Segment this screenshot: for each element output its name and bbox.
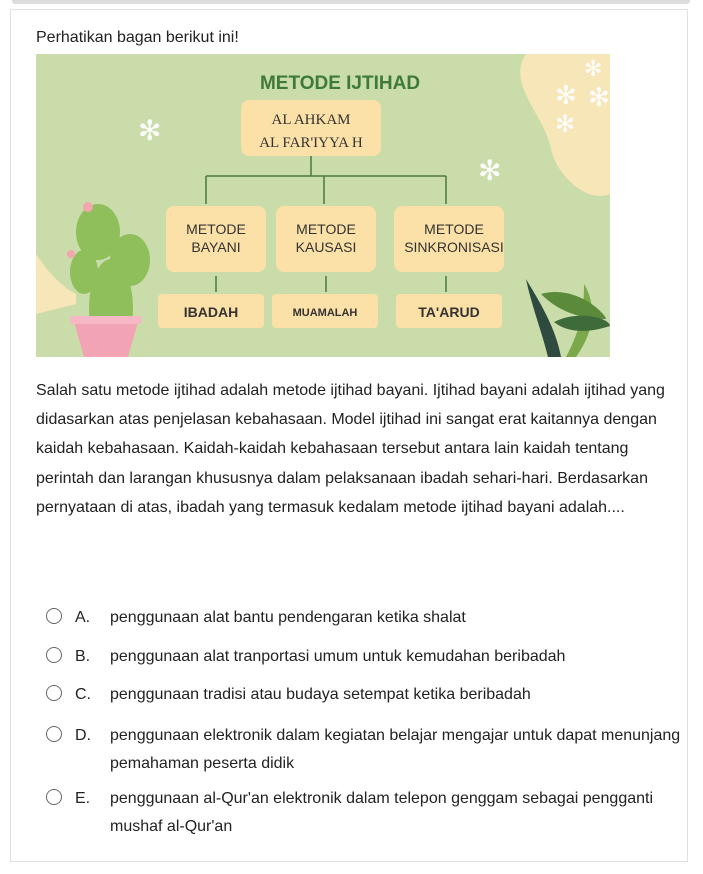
method-label-1b: BAYANI [191,239,241,255]
category-label-1: IBADAH [183,304,239,320]
category-label-3: TA'ARUD [418,304,480,320]
ijtihad-diagram [36,54,610,357]
radio-button[interactable] [46,789,62,805]
method-label-1a: METODE [186,221,246,237]
svg-text:✻: ✻ [138,114,162,147]
root-line-1: AL AHKAM [271,112,351,128]
svg-text:✻: ✻ [555,110,576,138]
method-label-2a: METODE [296,221,356,237]
question-prompt: Perhatikan bagan berikut ini! [36,29,239,46]
option-text: penggunaan alat bantu pendengaran ketika shalat [110,609,466,626]
option-text: penggunaan al-Qur'an elektronik dalam telepon genggam sebagai pengganti mushaf al-Qur'an [110,790,654,835]
option-letter: D. [75,727,91,744]
method-label-3b: SINKRONISASI [404,239,504,255]
svg-text:✻: ✻ [555,81,577,111]
radio-button[interactable] [46,726,62,742]
top-divider [12,0,690,4]
option-letter: B. [75,648,91,665]
root-line-2: AL FAR'IYYA H [259,135,363,151]
method-label-2b: KAUSASI [295,239,357,255]
svg-text:✻: ✻ [478,154,502,187]
svg-text:✻: ✻ [588,83,610,113]
option-text: penggunaan elektronik dalam kegiatan belajar mengajar untuk dapat menunjang pemahaman peserta didik [110,727,681,772]
diagram-title: METODE IJTIHAD [259,73,421,94]
category-label-2: MUAMALAH [292,307,358,319]
option-letter: C. [75,686,91,703]
question-paragraph: Salah satu metode ijtihad adalah metode ijtihad bayani. Ijtihad bayani adalah ijtihad yang didasarkan atas penjelasan kebahasaan. Model ijtihad ini sangat erat kaitannya dengan kaidah kebahasaan. Kaidah-kaidah kebahasaan tersebut antara lain kaidah tentang perintah dan larangan khususnya dalam pelaksanaan ibadah sehari-hari. Berdasarkan pernyataan di atas, ibadah yang termasuk kedalam metode ijtihad bayani adalah.... [36,382,665,516]
option-text: penggunaan alat tranportasi umum untuk kemudahan beribadah [110,648,566,665]
radio-button[interactable] [46,647,62,663]
method-label-3a: METODE [424,221,484,237]
radio-button[interactable] [46,685,62,701]
option-text: penggunaan tradisi atau budaya setempat ketika beribadah [110,686,531,703]
svg-text:✻: ✻ [584,57,603,82]
option-letter: A. [75,609,91,626]
radio-button[interactable] [46,608,62,624]
option-letter: E. [75,790,91,807]
